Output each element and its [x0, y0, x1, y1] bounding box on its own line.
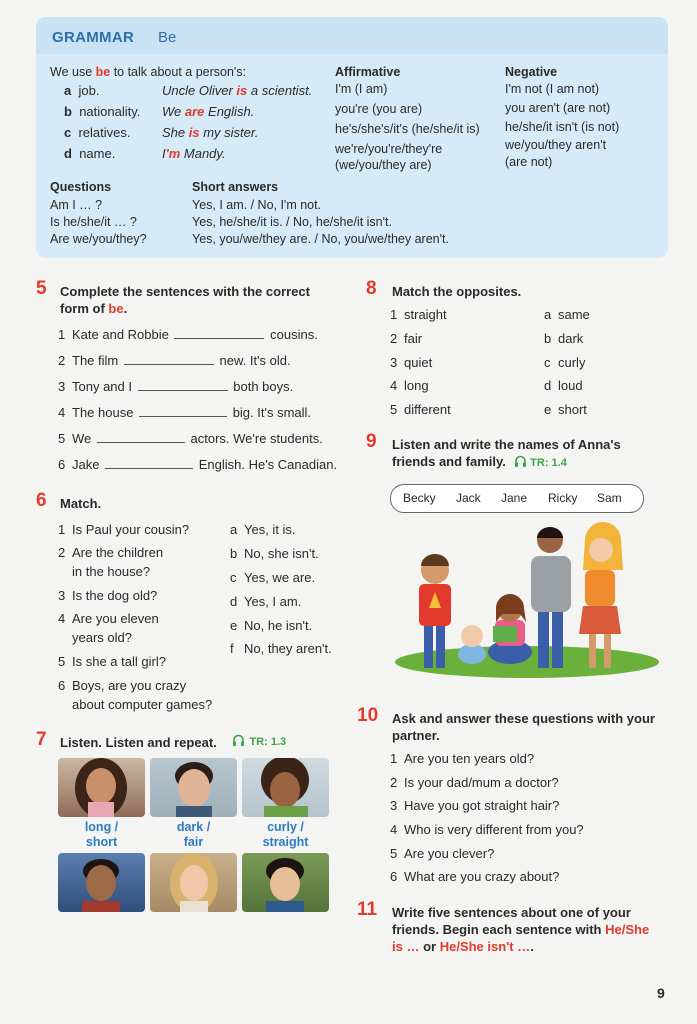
example-text: Mandy. — [180, 146, 226, 161]
photo-girl-long-hair — [58, 758, 145, 817]
item-text: Jake — [72, 457, 100, 472]
photo-boy-straight-hair — [242, 853, 329, 912]
grammar-example-d — [162, 146, 226, 162]
item-number: 3 — [58, 588, 66, 603]
grammar-use-d — [64, 146, 115, 162]
headphones-icon — [232, 734, 245, 747]
item-number: 2 — [390, 775, 398, 790]
use-word: nationality. — [79, 104, 141, 119]
question-text: Boys, are you crazy — [72, 678, 187, 693]
ex11-text: or — [419, 939, 440, 954]
ex5-instruction — [60, 283, 310, 317]
ex5-instruction-line2 — [60, 300, 310, 317]
ex8-instruction: Match the opposites. — [392, 284, 522, 299]
negative-header: Negative — [505, 65, 558, 79]
ex8-right-d — [544, 378, 583, 394]
grammar-use-c — [64, 125, 131, 141]
answer-letter: f — [230, 641, 234, 656]
ex6-question-4-cont: years old? — [72, 630, 132, 645]
item-number: 6 — [58, 457, 66, 472]
short-answer-2: Yes, he/she/it is. / No, he/she/it isn't. — [192, 215, 392, 229]
item-text: Who is very different from you? — [404, 822, 584, 837]
grammar-example-b — [162, 104, 254, 120]
name-sam: Sam — [597, 491, 622, 505]
ex6-answer-c — [230, 570, 315, 586]
question-text: Are the children — [72, 545, 164, 560]
ex9-instruction-text: friends and family. — [392, 454, 506, 469]
item-number: 2 — [390, 331, 398, 346]
item-text: cousins. — [270, 327, 318, 342]
use-letter: c — [64, 125, 72, 140]
example-highlight: are — [184, 104, 205, 119]
item-text: straight — [404, 307, 447, 322]
item-text: long — [404, 378, 429, 393]
ex6-question-6-cont: about computer games? — [72, 697, 213, 712]
ex10-item-3 — [390, 798, 559, 814]
ex6-answer-a — [230, 522, 296, 538]
item-text: Tony and I — [72, 379, 132, 394]
item-text: actors. We're students. — [190, 431, 323, 446]
label-curly-straight — [242, 820, 329, 850]
names-box — [390, 484, 644, 513]
grammar-intro — [50, 65, 246, 80]
ex9-number: 9 — [366, 431, 377, 452]
item-number: 3 — [390, 798, 398, 813]
item-number: 4 — [58, 405, 66, 420]
photo-child-curly-hair — [242, 758, 329, 817]
straight-hair-boy-image — [242, 853, 329, 912]
label-dark-fair — [150, 820, 237, 850]
baby — [458, 625, 486, 664]
answer-blank[interactable] — [174, 327, 264, 339]
track-label: TR: 1.4 — [530, 457, 567, 469]
negative-4: we/you/they aren't — [505, 138, 607, 152]
ex6-question-6 — [58, 678, 186, 694]
ex6-answer-e — [230, 618, 312, 634]
item-text: Is your dad/mum a doctor? — [404, 775, 559, 790]
item-text: fair — [404, 331, 423, 346]
ex6-question-5 — [58, 654, 166, 670]
ex5-item-2 — [58, 353, 291, 369]
ex11-line2 — [392, 921, 649, 938]
answer-text: Yes, we are. — [244, 570, 316, 585]
short-answer-3: Yes, you/we/they are. / No, you/we/they aren't. — [192, 232, 449, 246]
item-text: new. It's old. — [219, 353, 291, 368]
ex11-text: friends. Begin each sentence with — [392, 922, 606, 937]
question-text: Is Paul your cousin? — [72, 522, 190, 537]
item-number: 1 — [390, 751, 398, 766]
ex11-number: 11 — [357, 899, 378, 920]
intro-text-end: to talk about a person's: — [110, 65, 247, 79]
ex9-instruction — [392, 436, 621, 472]
ex9-instruction-line1: Listen and write the names of Anna's — [392, 437, 621, 452]
grammar-subtitle: Be — [158, 29, 177, 46]
question-2: Is he/she/it … ? — [50, 215, 137, 229]
photo-boy-dark-hair — [150, 758, 237, 817]
affirmative-4: we're/you're/they're — [335, 142, 443, 156]
use-letter: a — [64, 83, 72, 98]
intro-be: be — [95, 65, 111, 79]
affirmative-5: (we/you/they are) — [335, 158, 432, 172]
photo-boy-short-hair — [58, 853, 145, 912]
headphones-icon — [514, 455, 527, 468]
ex6-question-1 — [58, 522, 189, 538]
item-number: 4 — [390, 822, 398, 837]
negative-2: you aren't (are not) — [505, 101, 611, 115]
answer-letter: d — [230, 594, 238, 609]
ex10-item-6 — [390, 869, 559, 885]
item-number: 1 — [58, 327, 66, 342]
answer-text: No, they aren't. — [244, 641, 332, 656]
item-text: Are you clever? — [404, 846, 495, 861]
ex11-instruction — [392, 904, 649, 955]
ex5-item-3 — [58, 379, 293, 395]
woman-with-blonde-hair — [579, 522, 623, 668]
item-letter: c — [544, 355, 551, 370]
item-number: 6 — [58, 678, 66, 693]
grammar-box — [36, 17, 668, 258]
example-text: my sister. — [199, 125, 259, 140]
item-text: curly — [558, 355, 586, 370]
answer-blank[interactable] — [97, 431, 185, 443]
ex8-number: 8 — [366, 278, 377, 299]
affirmative-1: I'm (I am) — [335, 82, 388, 96]
item-text: same — [558, 307, 590, 322]
ex5-item-5 — [58, 431, 323, 447]
item-text: loud — [558, 378, 583, 393]
item-number: 5 — [58, 431, 66, 446]
negative-5: (are not) — [505, 155, 553, 169]
example-text: Uncle Oliver — [162, 83, 237, 98]
question-1: Am I … ? — [50, 198, 103, 212]
item-letter: e — [544, 402, 552, 417]
item-number: 3 — [390, 355, 398, 370]
item-letter: d — [544, 378, 552, 393]
item-number: 5 — [390, 846, 398, 861]
ex6-question-2 — [58, 545, 163, 561]
label-line: curly / — [267, 820, 304, 834]
example-text: We — [162, 104, 185, 119]
name-becky: Becky — [403, 491, 436, 505]
answer-blank[interactable] — [139, 405, 227, 417]
ex11-text: . — [530, 939, 534, 954]
fair-hair-girl-image — [150, 853, 237, 912]
question-text: Is the dog old? — [72, 588, 158, 603]
ex5-instruction-end: . — [123, 301, 128, 316]
answer-blank[interactable] — [138, 379, 228, 391]
ex7-audio-track[interactable] — [232, 732, 286, 750]
answer-blank[interactable] — [124, 353, 214, 365]
grammar-example-a — [162, 83, 312, 99]
example-text: a scientist. — [247, 83, 313, 98]
example-highlight: 'm — [165, 146, 181, 161]
item-number: 5 — [390, 402, 398, 417]
answer-text: Yes, it is. — [244, 522, 296, 537]
item-number: 4 — [58, 611, 66, 626]
label-line: fair — [183, 835, 204, 849]
ex6-question-3 — [58, 588, 157, 604]
item-text: What are you crazy about? — [404, 869, 560, 884]
short-answer-1: Yes, I am. / No, I'm not. — [192, 198, 322, 212]
ex10-item-5 — [390, 846, 494, 862]
grammar-example-c — [162, 125, 258, 141]
answer-text: Yes, I am. — [244, 594, 302, 609]
example-text: I — [162, 146, 166, 161]
ex5-item-4 — [58, 405, 311, 421]
use-word: job. — [78, 83, 100, 98]
page-number: 9 — [657, 985, 665, 1001]
ex5-number: 5 — [36, 278, 47, 299]
item-number: 1 — [58, 522, 66, 537]
label-line: straight — [262, 835, 309, 849]
example-text: English. — [204, 104, 255, 119]
example-highlight: is — [188, 125, 200, 140]
question-3: Are we/you/they? — [50, 232, 147, 246]
answer-letter: c — [230, 570, 237, 585]
ex5-instruction-text: form of — [60, 301, 109, 316]
ex11-highlight: He/She isn't … — [439, 939, 531, 954]
ex5-item-6 — [58, 457, 337, 473]
ex8-left-4 — [390, 378, 429, 394]
answer-letter: e — [230, 618, 238, 633]
ex10-instruction-line2: partner. — [392, 728, 440, 743]
item-text: quiet — [404, 355, 433, 370]
ex10-instruction-line1: Ask and answer these questions with your — [392, 711, 655, 726]
ex6-question-4 — [58, 611, 159, 627]
ex11-highlight: is … — [392, 939, 420, 954]
affirmative-3: he's/she's/it's (he/she/it is) — [335, 122, 480, 136]
item-text: The house — [72, 405, 134, 420]
label-line: long / — [84, 820, 119, 834]
use-word: name. — [79, 146, 116, 161]
negative-1: I'm not (I am not) — [505, 82, 600, 96]
negative-3: he/she/it isn't (is not) — [505, 120, 620, 134]
item-text: We — [72, 431, 92, 446]
item-text: Kate and Robbie — [72, 327, 169, 342]
item-number: 6 — [390, 869, 398, 884]
ex8-left-3 — [390, 355, 432, 371]
ex8-right-e — [544, 402, 587, 418]
question-text: Is she a tall girl? — [72, 654, 166, 669]
name-jane: Jane — [501, 491, 528, 505]
short-hair-boy-image — [58, 853, 145, 912]
item-text: Have you got straight hair? — [404, 798, 560, 813]
example-highlight: is — [236, 83, 248, 98]
item-text: short — [558, 402, 587, 417]
item-number: 4 — [390, 378, 398, 393]
curly-child-portrait-image — [242, 758, 329, 817]
ex6-number: 6 — [36, 490, 47, 511]
ex10-item-1 — [390, 751, 534, 767]
track-label: TR: 1.3 — [249, 736, 287, 748]
item-text: big. It's small. — [232, 405, 312, 420]
ex9-instruction-line2 — [392, 453, 621, 472]
item-number: 2 — [58, 353, 66, 368]
name-ricky: Ricky — [548, 491, 578, 505]
use-word: relatives. — [78, 125, 131, 140]
ex8-left-5 — [390, 402, 451, 418]
use-letter: d — [64, 146, 72, 161]
short-answers-header: Short answers — [192, 180, 279, 194]
ex10-instruction — [392, 710, 655, 744]
ex8-right-c — [544, 355, 585, 371]
answer-letter: b — [230, 546, 238, 561]
ex10-item-2 — [390, 775, 559, 791]
photo-girl-fair-hair — [150, 853, 237, 912]
item-text: Are you ten years old? — [404, 751, 535, 766]
ex6-answer-d — [230, 594, 301, 610]
item-number: 2 — [58, 545, 66, 560]
ex8-right-b — [544, 331, 583, 347]
ex6-answer-f — [230, 641, 332, 657]
use-letter: b — [64, 104, 72, 119]
ex7-number: 7 — [36, 729, 47, 750]
questions-header: Questions — [50, 180, 112, 194]
ex6-answer-b — [230, 546, 319, 562]
boy-portrait-image — [150, 758, 237, 817]
grammar-use-a — [64, 83, 99, 99]
label-long-short — [58, 820, 145, 850]
item-text: different — [404, 402, 451, 417]
item-text: English. He's Canadian. — [198, 457, 338, 472]
item-text: both boys. — [233, 379, 294, 394]
question-text: Are you eleven — [72, 611, 159, 626]
ex8-left-2 — [390, 331, 422, 347]
ex6-question-2-cont: in the house? — [72, 564, 151, 579]
item-number: 5 — [58, 654, 66, 669]
grammar-use-b — [64, 104, 140, 120]
affirmative-2: you're (you are) — [335, 102, 423, 116]
example-text: She — [162, 125, 189, 140]
ex8-left-1 — [390, 307, 447, 323]
ex9-audio-track[interactable] — [514, 454, 567, 469]
girl-with-book — [488, 594, 532, 664]
ex10-item-4 — [390, 822, 584, 838]
ex5-instruction-line1: Complete the sentences with the correct — [60, 284, 310, 299]
item-number: 1 — [390, 307, 398, 322]
item-text: The film — [72, 353, 119, 368]
ex7-instruction: Listen. Listen and repeat. — [60, 735, 217, 750]
answer-text: No, he isn't. — [244, 618, 313, 633]
ex10-number: 10 — [357, 705, 379, 726]
affirmative-header: Affirmative — [335, 65, 401, 79]
family-illustration — [395, 522, 665, 680]
item-number: 3 — [58, 379, 66, 394]
intro-text: We use — [50, 65, 96, 79]
item-letter: a — [544, 307, 552, 322]
ex6-instruction: Match. — [60, 496, 102, 511]
answer-blank[interactable] — [105, 457, 193, 469]
ex5-item-1 — [58, 327, 318, 343]
ex5-instruction-be: be — [108, 301, 124, 316]
ex11-line3 — [392, 938, 649, 955]
answer-letter: a — [230, 522, 238, 537]
girl-portrait-image — [58, 758, 145, 817]
name-jack: Jack — [456, 491, 481, 505]
label-line: dark / — [176, 820, 211, 834]
ex11-line1: Write five sentences about one of your — [392, 905, 631, 920]
grammar-title: GRAMMAR — [52, 29, 135, 46]
ex11-highlight: He/She — [605, 922, 650, 937]
label-line: short — [85, 835, 118, 849]
item-text: dark — [558, 331, 584, 346]
answer-text: No, she isn't. — [244, 546, 319, 561]
item-letter: b — [544, 331, 552, 346]
ex8-right-a — [544, 307, 590, 323]
